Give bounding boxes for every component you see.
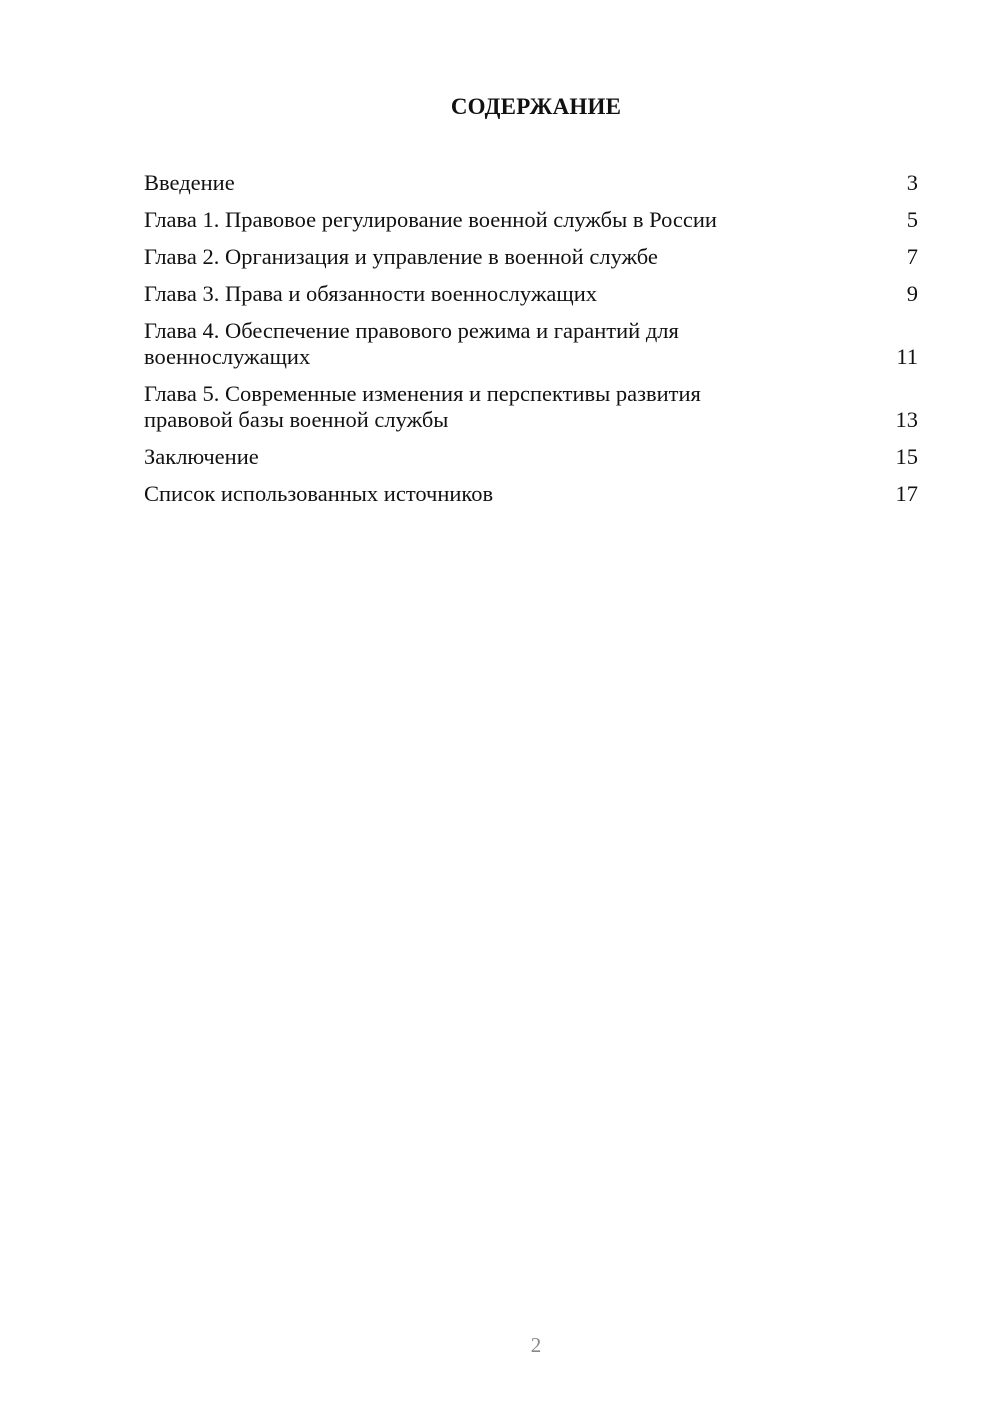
toc-item-chapter-2[interactable] [144,244,918,270]
toc-item-label: Список использованных источников [144,481,494,506]
page-title: СОДЕРЖАНИЕ [450,94,622,119]
page-number: 2 [530,1333,542,1357]
toc-item-page: 13 [895,407,918,432]
toc-item-chapter-1[interactable] [144,207,918,233]
toc-item-page: 15 [895,444,918,469]
toc-item-chapter-5[interactable] [144,381,918,433]
toc-item-page: 5 [906,207,918,232]
toc-item-label: Глава 3. Права и обязанности военнослужащих [144,281,597,306]
toc-item-page: 9 [906,281,918,306]
toc-item-chapter-4[interactable] [144,318,918,370]
toc-item-page: 11 [896,344,918,369]
toc-item-label: Глава 2. Организация и управление в военной службе [144,244,658,269]
toc-item-references[interactable] [144,481,918,507]
toc-item-label: Глава 4. Обеспечение правового режима и гарантий для военнослужащих [144,318,679,369]
toc-item-introduction[interactable] [144,170,918,196]
toc-item-chapter-3[interactable] [144,281,918,307]
table-of-contents [144,170,918,518]
toc-item-label: Введение [144,170,235,195]
toc-item-label: Глава 1. Правовое регулирование военной службы в России [144,207,717,232]
toc-item-page: 17 [895,481,918,506]
toc-item-label: Глава 5. Современные изменения и перспективы развития правовой базы военной службы [144,381,701,432]
toc-item-conclusion[interactable] [144,444,918,470]
toc-item-page: 3 [906,170,918,195]
toc-item-label: Заключение [144,444,259,469]
toc-item-page: 7 [906,244,918,269]
